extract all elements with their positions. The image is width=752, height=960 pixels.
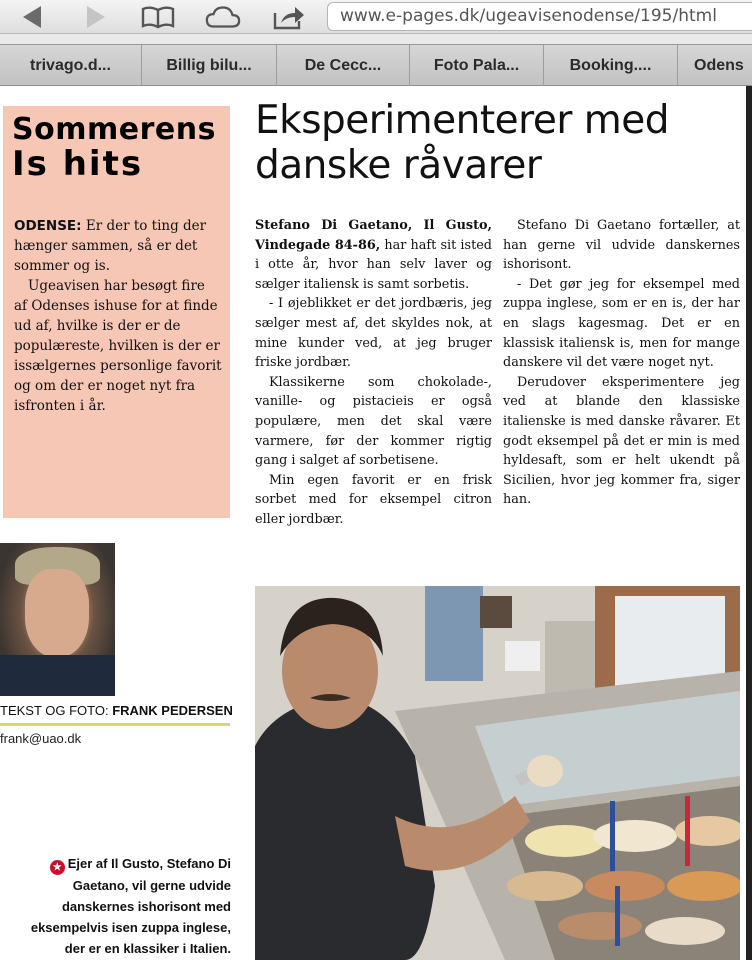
bookmark-trivago[interactable]: trivago.d... xyxy=(0,45,142,87)
article-column-2 xyxy=(503,216,740,510)
address-bar[interactable]: www.e-pages.dk/ugeavisenodense/195/html xyxy=(327,2,752,31)
share-icon[interactable] xyxy=(270,4,306,30)
forward-arrow-icon[interactable] xyxy=(78,4,114,30)
sidebar-text xyxy=(14,216,222,416)
page-edge xyxy=(746,86,752,960)
article-byline: Stefano Di Gaetano, Il Gusto, Vindegade 84-86, xyxy=(255,218,492,253)
bookmarks-bar xyxy=(0,44,752,86)
article-column-1 xyxy=(255,216,492,530)
credit-name: FRANK PEDERSEN xyxy=(108,703,233,718)
sidebar-title xyxy=(12,112,216,182)
col2-p1: Stefano Di Gaetano fortæller, at han gerne vil udvide danskernes ishorisont. xyxy=(503,218,740,273)
sidebar-title-line1: Sommerens xyxy=(12,112,216,147)
article-headline: Eksperimenterer med danske råvarer xyxy=(255,98,669,188)
sidebar-title-line2: Is hits xyxy=(12,144,144,184)
ice-cream-shop-illustration xyxy=(255,586,740,960)
col1-p2: - I øjeblikket er det jordbæris, jeg sælger mest af, det skyldes nok, at mine kunder ved, at jeg bruger friske jordbær. xyxy=(255,296,492,371)
photo-caption xyxy=(12,853,231,959)
sidebar-kicker: ODENSE: xyxy=(14,218,82,234)
bookmark-de-cecc[interactable]: De Cecc... xyxy=(277,45,410,87)
article-photo xyxy=(255,586,740,960)
author-shirt xyxy=(0,655,115,696)
bookmark-odens[interactable]: Odens xyxy=(694,57,744,74)
bookmark-billig-bilu[interactable]: Billig bilu... xyxy=(142,45,277,87)
newspaper-page xyxy=(0,86,752,960)
browser-toolbar xyxy=(0,0,752,34)
photo-credit xyxy=(0,703,233,718)
author-face xyxy=(25,569,89,657)
back-arrow-icon[interactable] xyxy=(14,4,50,30)
author-photo xyxy=(0,543,115,696)
sidebar-box xyxy=(3,106,230,518)
col2-p2: - Det gør jeg for eksempel med zuppa inglese, som er en is, der har en slags kagesmag. Det er en klassisk italiensk is, men for mange danskere vil det være noget nyt. xyxy=(503,276,740,371)
col1-p1: har haft sit isted i otte år, hvor han selv laver og sælger italiensk is samt sorbetis. xyxy=(255,237,492,292)
col2-p3: Derudover eksperimentere jeg ved at blande den klassiske italienske is med danske råvarer. Et godt eksempel på det er min is med hyldesaft, som er helt ukendt på Sicilien, hvor jeg kommer fra, siger han. xyxy=(503,374,740,508)
bookmark-booking[interactable]: Booking.... xyxy=(544,45,678,87)
credit-label: TEKST OG FOTO: xyxy=(0,703,109,718)
author-email: frank@uao.dk xyxy=(0,731,82,746)
sidebar-paragraph: Ugeavisen har besøgt fire af Odenses ishuse for at finde ud af, hvilke is der er de populæreste, hvilken is der er issælgernes personlige favorit og om der er noget nyt fra isfronten i år. xyxy=(14,278,222,414)
toolbar-separator xyxy=(0,34,752,44)
col1-p3: Klassikerne som chokolade-, vanille- og pistacieis er også populære, men det skal være varmere, før der kommer rigtig gang i salget af sorbetisene. xyxy=(255,374,492,469)
credit-rule xyxy=(0,723,230,726)
star-icon: ★ xyxy=(50,860,65,875)
col1-p4: Min egen favorit er en frisk sorbet med for eksempel citron eller jordbær. xyxy=(255,472,492,527)
sidebar-intro: Er der to ting der hænger sammen, så er det sommer og is. xyxy=(14,218,207,274)
cloud-icon[interactable] xyxy=(205,4,241,30)
book-icon[interactable] xyxy=(140,4,176,30)
caption-text: Ejer af Il Gusto, Stefano Di Gaetano, vil gerne udvide danskernes ishorisont med eksempelvis isen zuppa inglese, der er en klassiker i Italien. xyxy=(30,856,231,956)
bookmark-foto-pala[interactable]: Foto Pala... xyxy=(410,45,544,87)
